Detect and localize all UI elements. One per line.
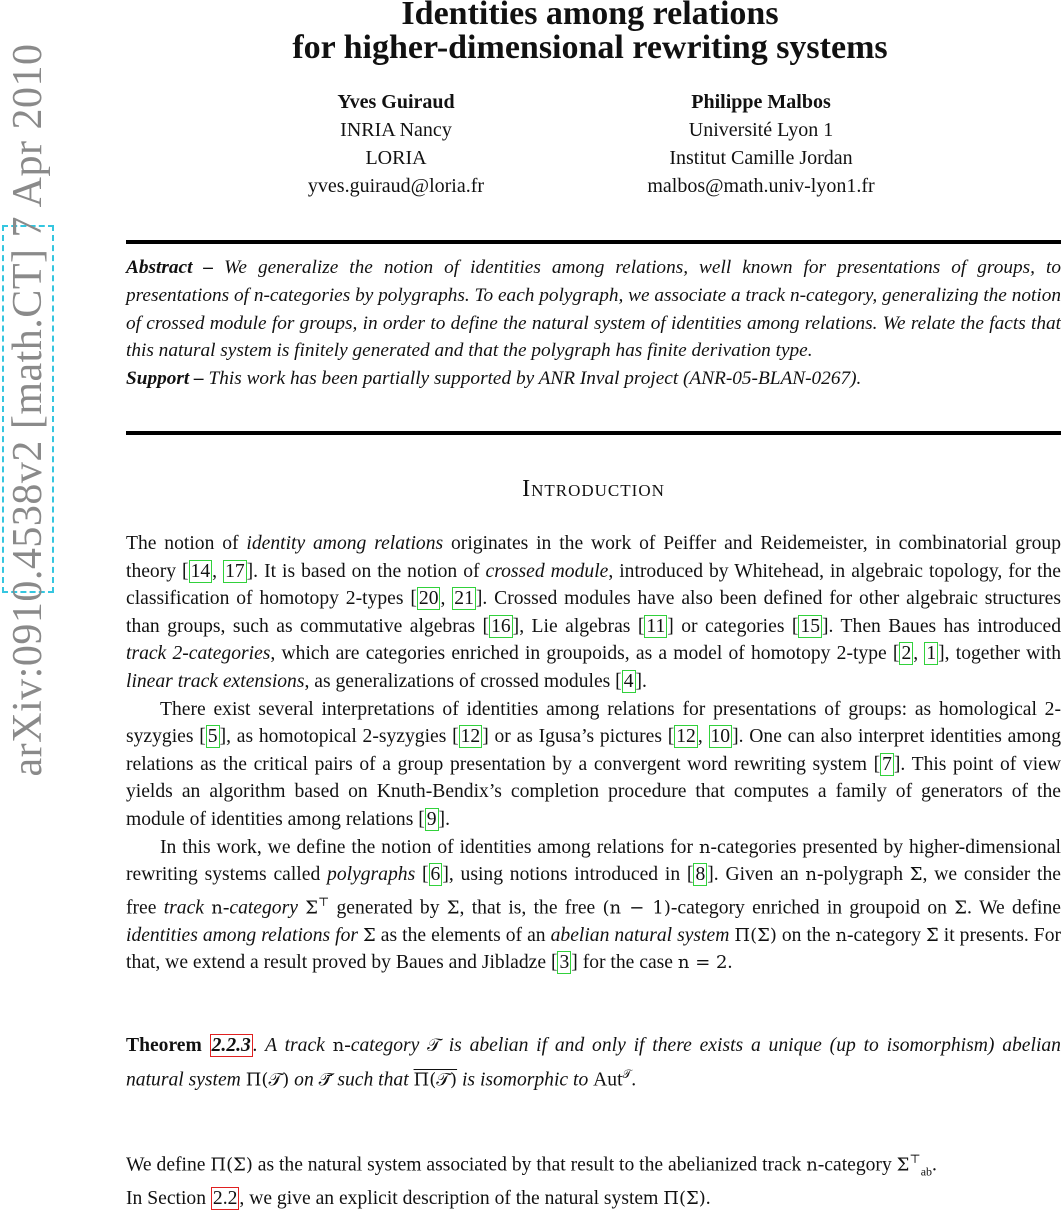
theorem-label: Theorem bbox=[126, 1035, 210, 1056]
closing-paragraph: We define Π(Σ) as the natural system associated by that result to the abelianized track n-category $\Sigma^⊤_{ab}$. In Section 2.2 , we give an explicit description of the natural system Π(Σ). bbox=[126, 1152, 937, 1210]
abstract bbox=[126, 254, 1061, 393]
citation-link[interactable]: 6 bbox=[430, 864, 441, 886]
section-ref-link[interactable]: 2.2 bbox=[212, 1188, 238, 1210]
title-line-1: Identities among relations bbox=[401, 0, 779, 32]
author-affiliation: INRIA Nancy bbox=[340, 119, 452, 141]
author-email: yves.guiraud@loria.fr bbox=[307, 175, 485, 197]
citation-link[interactable]: 20 bbox=[418, 588, 439, 610]
theorem-ref-link[interactable]: 2.2.3 bbox=[211, 1035, 251, 1056]
author-affiliation: Institut Camille Jordan bbox=[669, 147, 853, 169]
author-affiliation: LORIA bbox=[365, 147, 427, 169]
citation-link[interactable]: 7 bbox=[882, 753, 892, 775]
citation-link[interactable]: 8 bbox=[695, 864, 706, 886]
citation-link[interactable]: 16 bbox=[491, 615, 511, 637]
support-text: This work has been partially supported by ANR Inval project (ANR-05-BLAN-0267). bbox=[203, 368, 862, 390]
theorem-statement: Theorem 2.2.3 . A track n-category 𝒯 is abelian if and only if there exists a unique (up to isomorphism) abelian natural system Π(𝒯) on 𝒯̄ such that Π(𝒯) is isomorphic to Aut$^𝒯$. bbox=[126, 1035, 1061, 1091]
citation-link[interactable]: 9 bbox=[426, 808, 437, 830]
citation-link[interactable]: 3 bbox=[559, 952, 570, 974]
author-name: Philippe Malbos bbox=[691, 91, 831, 113]
intro-paragraph-2: There exist several interpretations of identities among relations for presentations of groups: as homological 2-syzygies [ 5 ], as homotopical 2-syzygies [ 12 ] or as Igusa’s pictures [ 12 , 10 ]. One can also interpret identities among relations as the critical pairs of a group presentation by a convergent word rewriting system [ 7 ]. This point of view yields an algorithm based on Knuth-Bendix’s completion procedure that computes a family of generators of the module of identities among relations [ 9 ]. bbox=[126, 698, 1061, 830]
citation-link[interactable]: 17 bbox=[225, 560, 245, 582]
citation-link[interactable]: 11 bbox=[646, 615, 666, 637]
arxiv-identifier: arXiv:0910.4538v2 [math.CT] 7 Apr 2010 bbox=[5, 43, 51, 777]
author-affiliation: Université Lyon 1 bbox=[688, 119, 834, 141]
citation-link[interactable]: 4 bbox=[623, 670, 634, 692]
citation-link[interactable]: 15 bbox=[800, 615, 821, 637]
abstract-top-rule bbox=[126, 240, 1061, 244]
citation-link[interactable]: 12 bbox=[460, 726, 481, 748]
citation-link[interactable]: 1 bbox=[926, 643, 937, 665]
abstract-label: Abstract – bbox=[126, 257, 214, 278]
title-line-2: for higher-dimensional rewriting systems bbox=[292, 29, 888, 66]
author-name: Yves Guiraud bbox=[337, 91, 455, 113]
abstract-bottom-rule bbox=[126, 431, 1061, 435]
author-email: malbos@math.univ-lyon1.fr bbox=[647, 175, 875, 197]
citation-link[interactable]: 14 bbox=[190, 560, 211, 582]
citation-link[interactable]: 10 bbox=[710, 726, 731, 748]
intro-body bbox=[126, 530, 1061, 977]
section-heading: Introduction bbox=[522, 476, 665, 502]
citation-link[interactable]: 2 bbox=[901, 643, 912, 665]
arxiv-stamp bbox=[0, 0, 60, 777]
intro-paragraph-3: In this work, we define the notion of identities among relations for n-categories presented by higher-dimensional rewriting systems called polygraphs [ 6 ], using notions introduced in [ 8 ]. Given an n-polygraph Σ, we consider the free track n-category Σ⊤ generated by Σ, that is, the free (n − 1)-category enriched in groupoid on Σ. We define identities among relations for Σ as the elements of an abelian natural system Π(Σ) on the n-category Σ̄ it presents. For that, we extend a result proved by Baues and Jibladze [ 3 ] for the case n = 2. bbox=[126, 836, 1061, 974]
intro-paragraph-1: The notion of identity among relations originates in the work of Peiffer and Reidemeister, in combinatorial group theory [ 14 , 17 ]. It is based on the notion of crossed module, introduced by Whitehead, in algebraic topology, for the classification of homotopy 2-types [ 20 , 21 ]. Crossed modules have also been defined for other algebraic structures than groups, such as commutative algebras [ 16 ], Lie algebras [ 11 ] or categories [ 15 ]. Then Baues has introduced track 2-categories, which are categories enriched in groupoids, as a model of homotopy 2-type [ 2 , 1 ], together with linear track extensions, as generalizations of crossed modules [ 4 ]. bbox=[126, 533, 1061, 692]
author-block-2 bbox=[601, 88, 921, 200]
citation-link[interactable]: 5 bbox=[207, 726, 218, 748]
author-block-1 bbox=[236, 88, 556, 200]
citation-link[interactable]: 12 bbox=[676, 726, 696, 748]
citation-link[interactable]: 21 bbox=[454, 588, 474, 610]
support-label: Support – bbox=[126, 368, 204, 390]
abstract-text: We generalize the notion of identities among relations, well known for presentations of groups, to presentations of n-categories by polygraphs. To each polygraph, we associate a track n-category, generalizing the notion of crossed module for groups, in order to define the natural system of identities among relations. We relate the facts that this natural system is finitely generated and that the polygraph has finite derivation type. bbox=[126, 257, 1061, 362]
paper-title bbox=[180, 0, 1000, 65]
